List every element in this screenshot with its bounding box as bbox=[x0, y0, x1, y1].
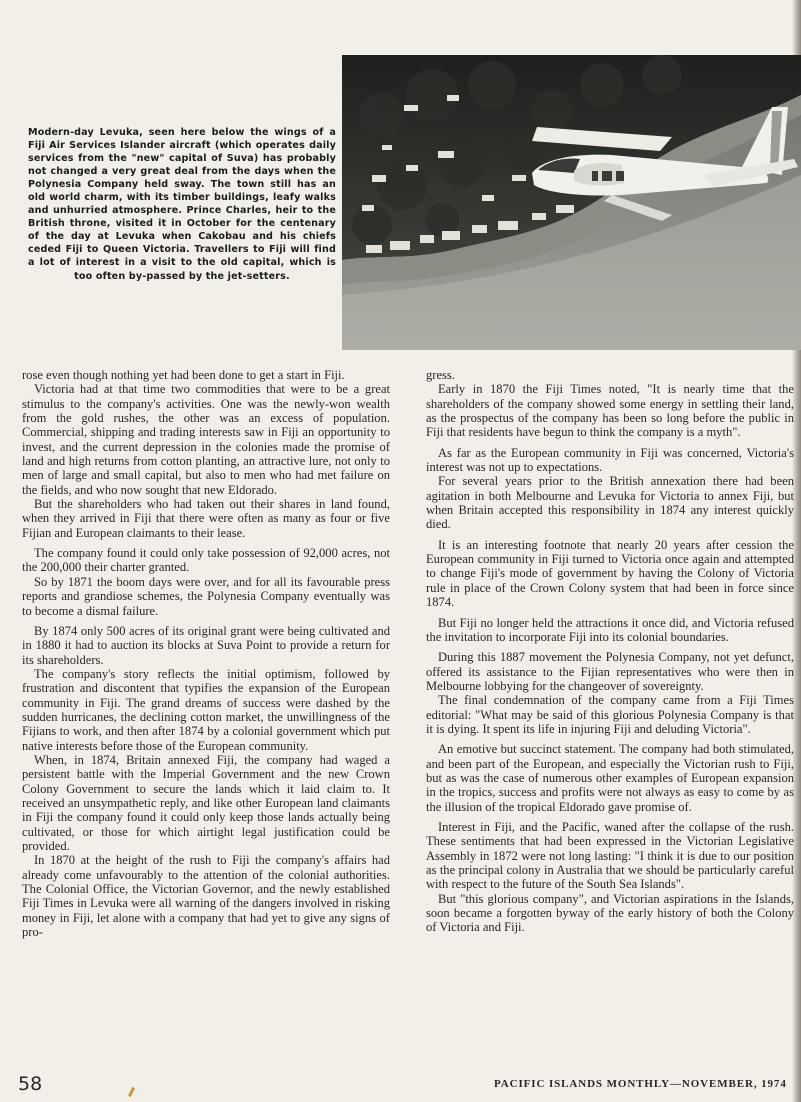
page-number: 58 bbox=[18, 1073, 43, 1095]
paragraph: gress. bbox=[426, 368, 455, 382]
paragraph: For several years prior to the British annexation there had been agitation in both Melbourne and Levuka for Victoria to annex Fiji, but when Britain accepted this responsibility in 1874 any interest quickly died. bbox=[426, 474, 794, 532]
paragraph: As far as the European community in Fiji was concerned, Victoria's interest was not up to expectations. bbox=[426, 445, 794, 475]
paragraph: The company found it could only take possession of 92,000 acres, not the 200,000 their charter granted. bbox=[22, 546, 390, 575]
aerial-photo-levuka bbox=[342, 55, 801, 350]
paragraph: The company's story reflects the initial optimism, followed by frustration and discontent that typifies the expansion of the European community in Fiji. The grand dreams of success were dashed by the sudden hurricanes, the declining cotton market, the unwillingness of the Fijians to work, and then after 1874 by a colonial government which put native interests before those of the European community. bbox=[22, 666, 390, 753]
paragraph: So by 1871 the boom days were over, and for all its favourable press reports and grandiose schemes, the Polynesia Company eventually was to become a dismal failure. bbox=[22, 574, 390, 618]
photo-caption bbox=[28, 126, 336, 283]
running-footer: PACIFIC ISLANDS MONTHLY—NOVEMBER, 1974 bbox=[494, 1078, 787, 1090]
paragraph: When, in 1874, Britain annexed Fiji, the company had waged a persistent battle with the Imperial Government and the new Crown Colony Government to secure the lands which it laid claim to. It received an unsympathetic reply, and like other European land claimants in Fiji the company found it could only keep those lands actually being cultivated, or those for which airtight legal justification could be provided. bbox=[22, 752, 390, 853]
paragraph: But "this glorious company", and Victorian aspirations in the Islands, soon became a forgotten byway of the early history of both the Colony of Victoria and Fiji. bbox=[426, 891, 794, 935]
paragraph: But Fiji no longer held the attractions it once did, and Victoria refused the invitation to incorporate Fiji into its colonial boundaries. bbox=[426, 615, 794, 644]
caption-text: Modern-day Levuka, seen here below the wings of a Fiji Air Services Islander aircraft (which operates daily services from the "new" capital of Suva) has probably not changed a very great deal from the days when the Polynesia Company held sway. The town still has an old world charm, with its timber buildings, leafy walks and unhurried atmosphere. Prince Charles, heir to the British throne, visited it in October for the centenary of the day at Levuka when Cakobau and his chiefs ceded Fiji to Queen Victoria. Travellers to Fiji will find a lot of interest in a visit to the old capital, which is too often by-passed by the jet-setters. bbox=[28, 127, 336, 282]
paragraph: The final condemnation of the company came from a Fiji Times editorial: "What may be said of this glorious Polynesia Company is that it is dying. It spent its life in injuring Fiji and deluding Victoria". bbox=[426, 693, 794, 736]
paragraph: During this 1887 movement the Polynesia Company, not yet defunct, offered its assistance to the Fijian representatives who were then in Melbourne lobbying for the changeover of sovereignty. bbox=[426, 650, 794, 693]
paragraph: An emotive but succinct statement. The company had both stimulated, and been part of the European, and especially the Victorian rush to Fiji, but as was the case of numerous other examples of European expansion in the tropics, success and profits were not always as easy to come by as the illusion of the tropical Eldorado gave promise of. bbox=[426, 742, 794, 814]
paragraph: Interest in Fiji, and the Pacific, waned after the collapse of the rush. These sentiments that had been expressed in the Victorian Legislative Assembly in 1872 were not long lasting: "I think it is due to our position as the principal colony in Australia that we should be particularly careful with respect to the future of the South Sea Islands". bbox=[426, 819, 794, 892]
stray-mark bbox=[128, 1087, 135, 1097]
paragraph: It is an interesting footnote that nearly 20 years after cession the European community in Fiji turned to Victoria once again and attempted to change Fiji's mode of government by having the Colony of Victoria rule in place of the Crown Colony system that had been in force since 1874. bbox=[426, 537, 794, 610]
paragraph: By 1874 only 500 acres of its original grant were being cultivated and in 1880 it had to auction its blocks at Suva Point to provide a return for its shareholders. bbox=[22, 623, 390, 667]
paragraph: Early in 1870 the Fiji Times noted, "It is nearly time that the shareholders of the company showed some energy in settling their land, as the prospectus of the company has been so long before the public in Fiji that residents have begun to think the company is a myth". bbox=[426, 382, 794, 440]
article-right-column bbox=[426, 368, 794, 935]
paragraph: But the shareholders who had taken out their shares in land found, when they arrived in Fiji that there were often as many as four or five Fijian and European claimants to their lease. bbox=[22, 497, 390, 540]
paragraph: Victoria had at that time two commodities that were to be a great stimulus to the company's activities. One was the newly-won wealth from the gold rushes, the other was an excess of population. Commercial, shipping and trading interests saw in Fiji an opportunity to invest, and the current depression in the colonies made the promise of land and high returns from cotton planting, an attractive lure, not only to men of large and small capital, but also to men who had met failure on the fields, and who now sought that new Eldorado. bbox=[22, 382, 390, 497]
paragraph: In 1870 at the height of the rush to Fiji the company's affairs had already come unfavourably to the attention of the colonial authorities. The Colonial Office, the Victorian Governor, and the newly established Fiji Times in Levuka were all warning of the dangers involved in risking money in Fiji, let alone with a company that had yet to give any signs of pro- bbox=[22, 853, 390, 940]
paragraph: rose even though nothing yet had been done to get a start in Fiji. bbox=[22, 368, 345, 382]
article-left-column bbox=[22, 368, 390, 939]
